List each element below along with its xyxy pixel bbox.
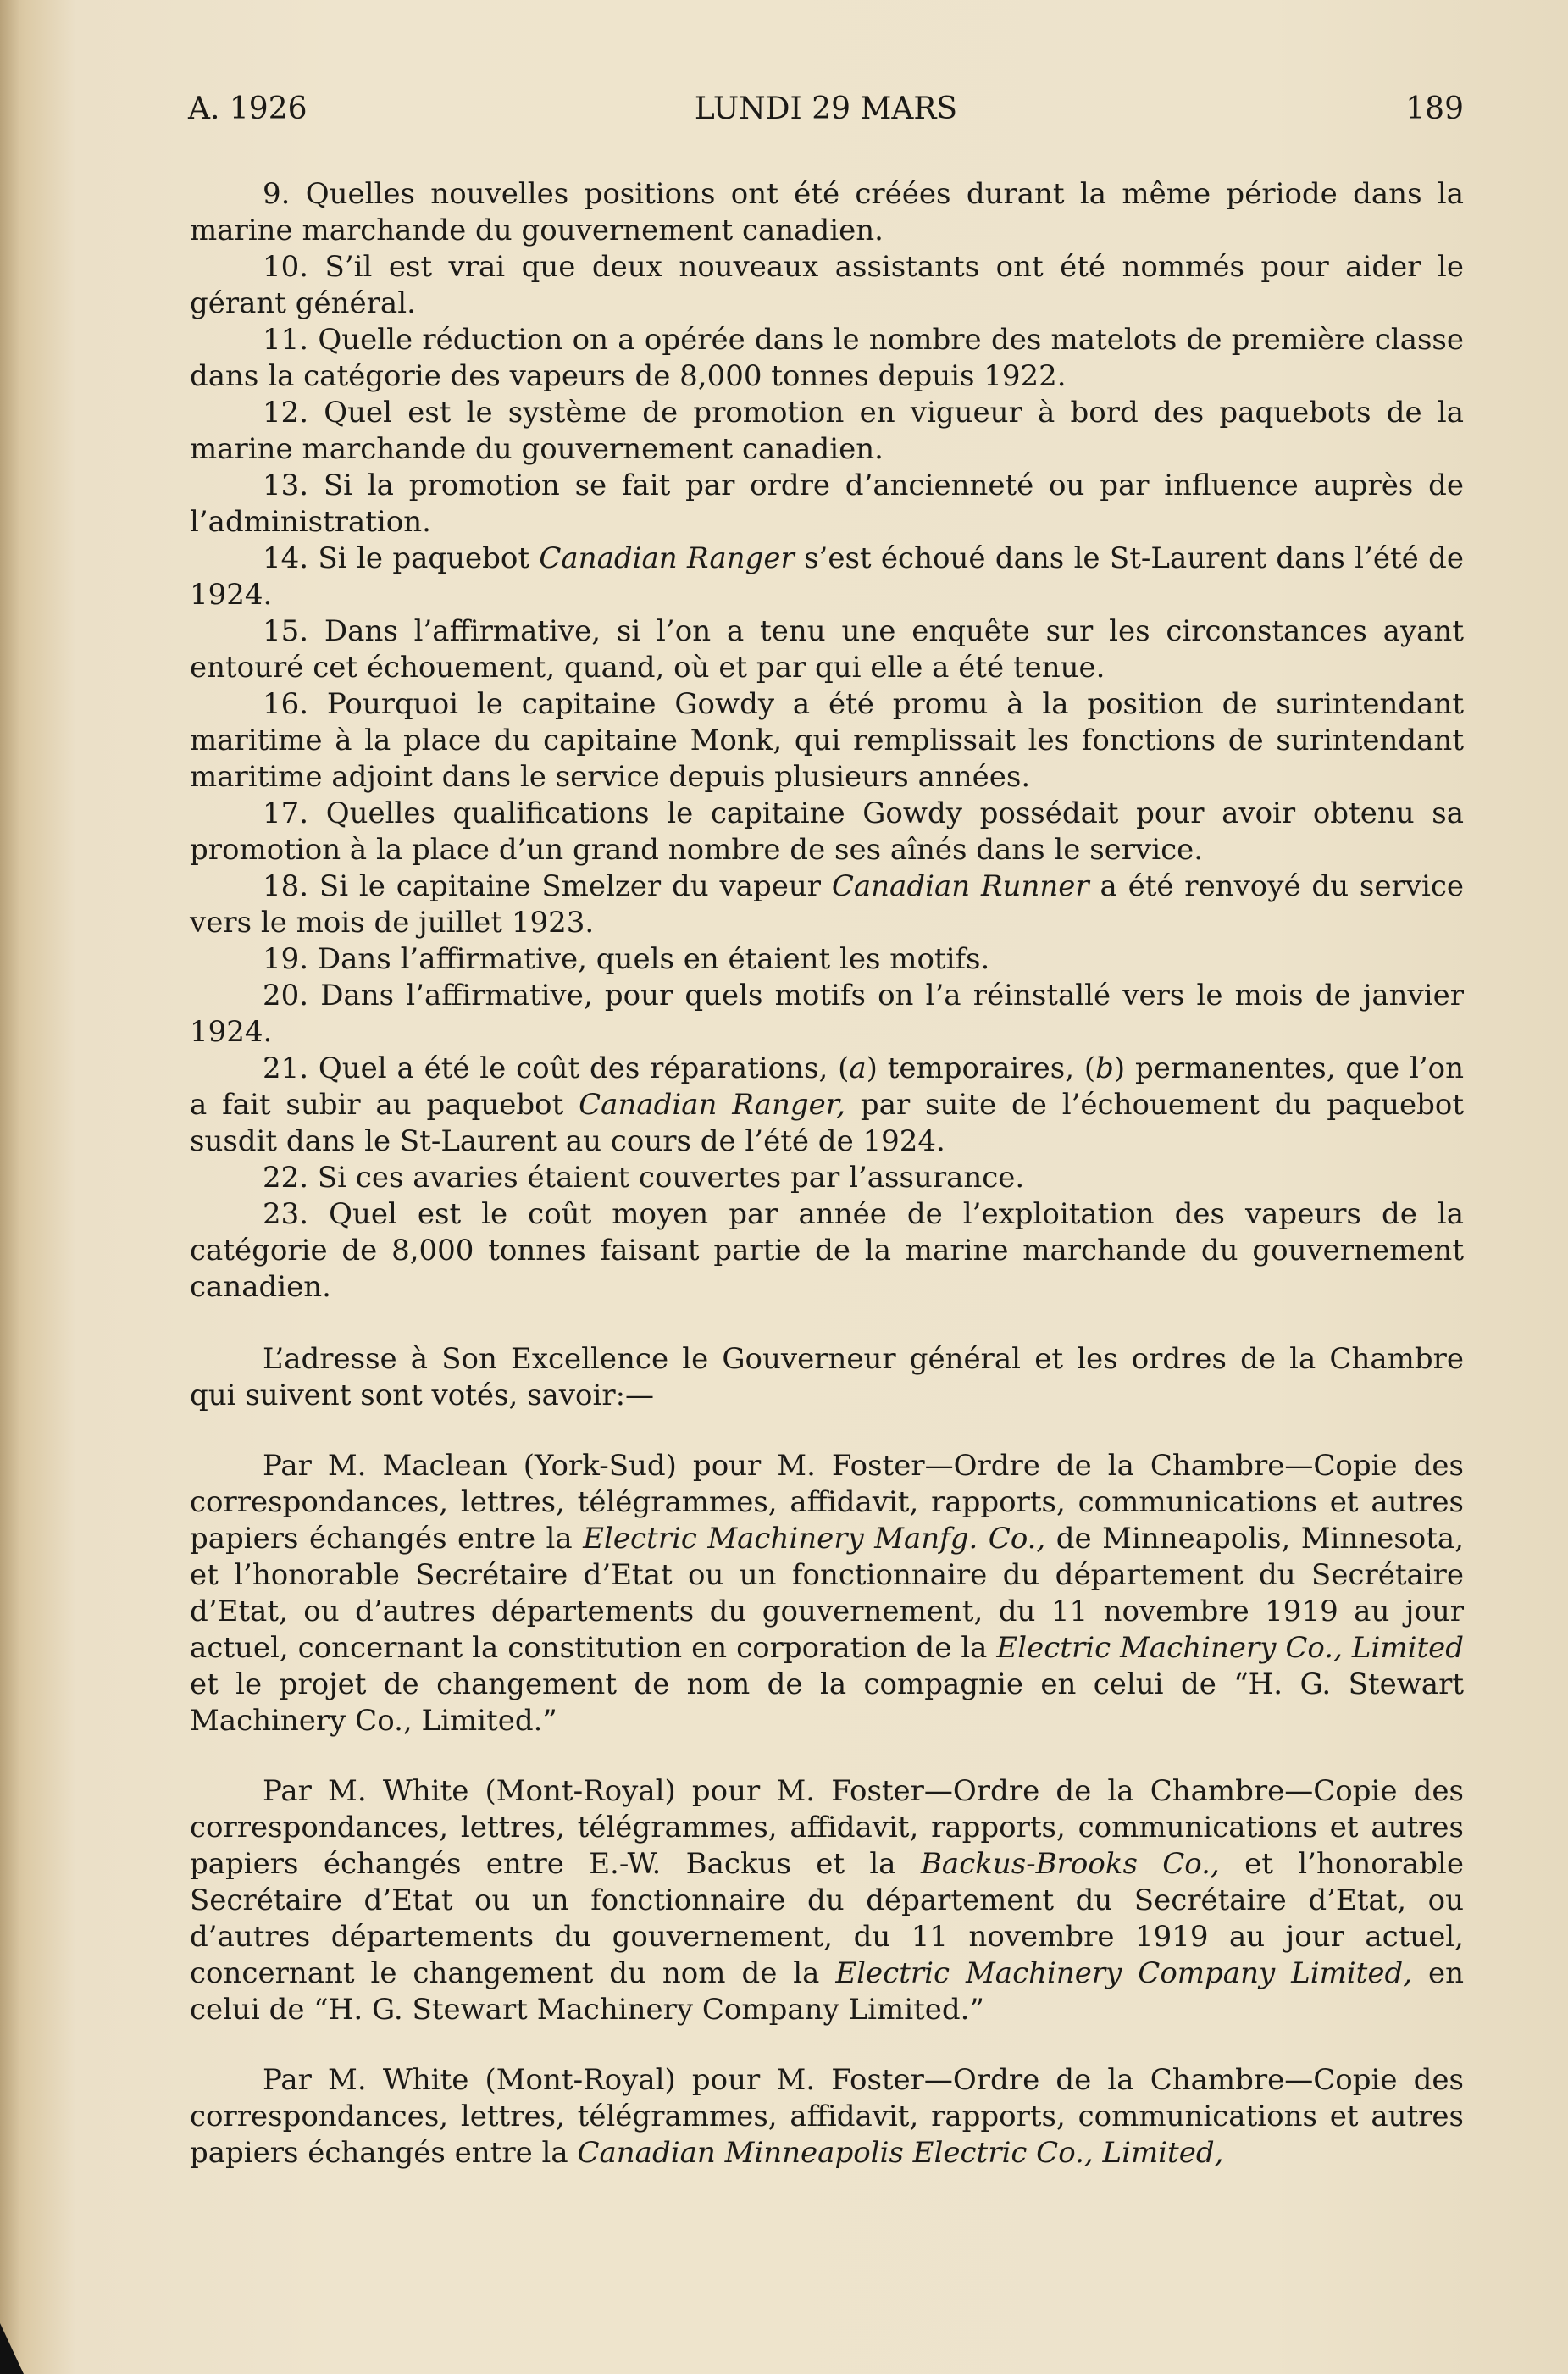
question-13: 13. Si la promotion se fait par ordre d’ancienneté ou par influence auprès de l’administration. — [190, 469, 1464, 539]
ordre-white-2: Par M. White (Mont-Royal) pour M. Foster—Ordre de la Chambre—Copie des correspondances, lettres, télégrammes, affidavit, rapports, communications et autres papiers échangés entre la Canadian Minneapolis Electric Co., Limited, — [190, 2063, 1464, 2170]
question-22: 22. Si ces avaries étaient couvertes par l’assurance. — [263, 1161, 1025, 1195]
corner-mark — [0, 2323, 24, 2374]
question-21: 21. Quel a été le coût des réparations, (a) temporaires, (b) permanentes, que l’on a fait subir au paquebot Canadian Ranger, par suite de l’échouement du paquebot susdit dans le St-Laurent au cours de l’été de 1924. — [190, 1051, 1465, 1158]
page-number: 189 — [1405, 92, 1464, 126]
section-gap — [190, 1306, 1464, 1341]
page-body — [190, 176, 1464, 2205]
question-18: 18. Si le capitaine Smelzer du vapeur Canadian Runner a été renvoyé du service vers le mois de juillet 1923. — [190, 869, 1464, 940]
ordre-white-1: Par M. White (Mont-Royal) pour M. Foster—Ordre de la Chambre—Copie des correspondances, lettres, télégrammes, affidavit, rapports, communications et autres papiers échangés entre E.-W. Backus et la Backus-Brooks Co., et l’honorable Secrétaire d’Etat ou un fonctionnaire du département du Secrétaire d’Etat, ou d’autres départements du gouvernement, du 11 novembre 1919 au jour actuel, concernant le changement du nom de la Electric Machinery Company Limited, en celui de “H. G. Stewart Machinery Company Limited.” — [190, 1774, 1465, 2027]
question-16: 16. Pourquoi le capitaine Gowdy a été promu à la position de surintendant maritime à la place du capitaine Monk, qui remplissait les fonctions de surintendant maritime adjoint dans le service depuis plusieurs années. — [190, 687, 1464, 794]
question-9: 9. Quelles nouvelles positions ont été créées durant la même période dans la marine marchande du gouvernement canadien. — [190, 177, 1464, 247]
session-year: A. 1926 — [188, 92, 308, 126]
question-10: 10. S’il est vrai que deux nouveaux assistants ont été nommés pour aider le gérant général. — [190, 250, 1464, 320]
question-17: 17. Quelles qualifications le capitaine Gowdy possédait pour avoir obtenu sa promotion à la place d’un grand nombre de ses aînés dans le service. — [190, 796, 1464, 867]
adresse-paragraph: L’adresse à Son Excellence le Gouverneur général et les ordres de la Chambre qui suivent sont votés, savoir:— — [190, 1342, 1464, 1412]
question-15: 15. Dans l’affirmative, si l’on a tenu une enquête sur les circonstances ayant entouré cet échouement, quand, où et par qui elle a été tenue. — [190, 614, 1464, 685]
ordre-maclean: Par M. Maclean (York-Sud) pour M. Foster—Ordre de la Chambre—Copie des correspondances, lettres, télégrammes, affidavit, rapports, communications et autres papiers échangés entre la Electric Machinery Manfg. Co., de Minneapolis, Minnesota, et l’honorable Secrétaire d’Etat ou un fonctionnaire du département du Secrétaire d’Etat, ou d’autres départements du gouvernement, du 11 novembre 1919 au jour actuel, concernant la constitution en corporation de la Electric Machinery Co., Limited et le projet de changement de nom de la compagnie en celui de “H. G. Stewart Machinery Co., Limited.” — [190, 1449, 1464, 1738]
question-20: 20. Dans l’affirmative, pour quels motifs on l’a réinstallé vers le mois de janvier 1924. — [190, 979, 1464, 1049]
question-19: 19. Dans l’affirmative, quels en étaient les motifs. — [263, 942, 990, 976]
book-spine-shadow — [0, 0, 19, 2374]
question-11: 11. Quelle réduction on a opérée dans le nombre des matelots de première classe dans la catégorie des vapeurs de 8,000 tonnes depuis 1922. — [190, 323, 1464, 393]
question-14: 14. Si le paquebot Canadian Ranger s’est échoué dans le St-Laurent dans l’été de 1924. — [190, 541, 1464, 612]
question-23: 23. Quel est le coût moyen par année de l’exploitation des vapeurs de la catégorie de 8,000 tonnes faisant partie de la marine marchande du gouvernement canadien. — [190, 1197, 1464, 1304]
page-header — [188, 88, 1464, 130]
question-12: 12. Quel est le système de promotion en vigueur à bord des paquebots de la marine marchande du gouvernement canadien. — [190, 396, 1464, 466]
page-date: LUNDI 29 MARS — [694, 92, 958, 126]
